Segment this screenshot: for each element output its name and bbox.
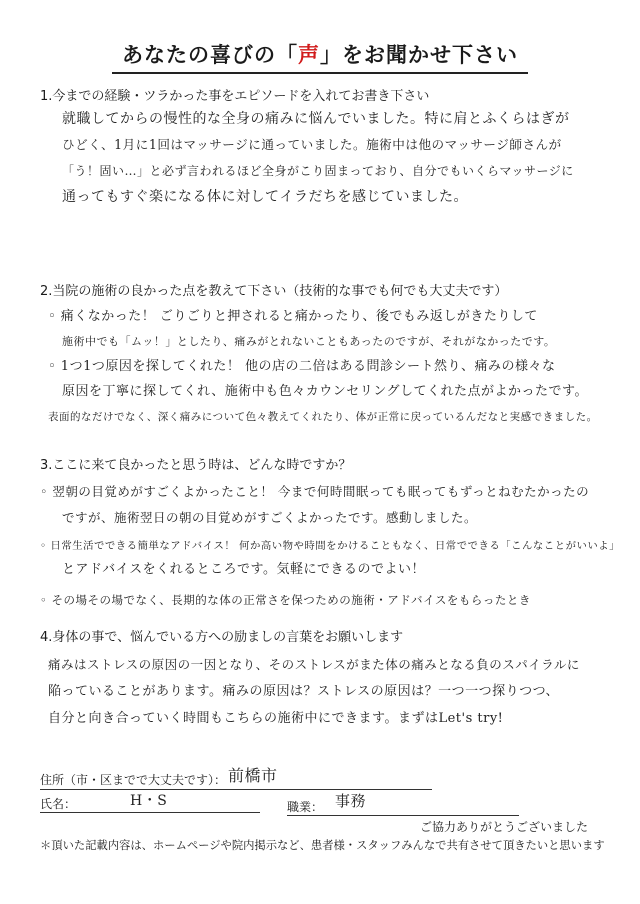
answer-3-line-5: ◦ その場その場でなく、長期的な体の正常さを保つための施術・アドバイスをもらったとき	[40, 593, 531, 607]
job-label: 職業：	[287, 800, 324, 814]
answer-2-line-5: 表面的なだけでなく、深く痛みについて色々教えてくれたり、体が正常に戻っているんだなと実感できました。	[48, 411, 598, 423]
answer-1-line-1: 就職してからの慢性的な全身の痛みに悩んでいました。特に肩とふくらはぎが	[62, 111, 570, 127]
title-underline	[112, 72, 528, 74]
answer-2-line-3: ◦ 1つ1つ原因を探してくれた！ 他の店の二倍はある問診シート然り、痛みの様々な	[48, 359, 556, 374]
question-4: 4.身体の事で、悩んでいる方への励ましの言葉をお願いします	[40, 630, 404, 645]
answer-2-line-4: 原因を丁寧に探してくれ、施術中も色々カウンセリングしてくれた点がよかったです。	[62, 384, 588, 399]
question-1: 1.今までの経験・ツラかった事をエピソードを入れてお書き下さい	[40, 89, 430, 104]
job-value: 事務	[335, 792, 367, 810]
answer-2-line-2: 施術中でも「ムッ！」としたり、痛みがとれないこともあったのですが、それがなかったです。	[62, 335, 556, 348]
question-2: 2.当院の施術の良かった点を教えて下さい（技術的な事でも何でも大丈夫です）	[40, 284, 508, 299]
answer-3-line-4: とアドバイスをくれるところです。気軽にできるのでよい！	[62, 562, 425, 577]
address-value: 前橋市	[228, 766, 278, 785]
answer-4-line-2: 陥っていることがあります。痛みの原因は？ストレスの原因は？一つ一つ探りつつ、	[48, 684, 560, 699]
form-title-post: 」をお聞かせ下さい	[320, 43, 518, 67]
address-label: 住所（市・区までで大丈夫です）：	[40, 773, 227, 787]
form-title-pre: あなたの喜びの「	[122, 43, 298, 67]
answer-3-line-2: ですが、施術翌日の朝の目覚めがすごくよかったです。感動しました。	[62, 510, 478, 525]
question-3: 3.ここに来て良かったと思う時は、どんな時ですか？	[40, 458, 352, 473]
form-title-accent: 声	[298, 43, 320, 67]
form-title	[0, 42, 640, 68]
answer-4-line-3: 自分と向き合っていく時間もこちらの施術中にできます。まずはLet's try!	[48, 711, 504, 726]
address-underline	[40, 789, 432, 790]
answer-4-line-1: 痛みはストレスの原因の一因となり、そのストレスがまた体の痛みとなる負のスパイラルに	[48, 657, 580, 672]
job-underline	[287, 815, 519, 816]
answer-3-line-3: ◦ 日常生活でできる簡単なアドバイス！ 何か高い物や時間をかけることもなく、日常でできる「こんなことがいいよ」	[40, 540, 621, 552]
answer-3-line-1: ◦ 翌朝の目覚めがすごくよかったこと！ 今まで何時間眠っても眠ってもずっとねむたかったの	[40, 484, 590, 499]
answer-1-line-4: 通ってもすぐ楽になる体に対してイラだちを感じていました。	[62, 189, 468, 205]
name-value: H・S	[130, 793, 168, 809]
name-underline	[40, 812, 260, 813]
name-label: 氏名：	[40, 797, 77, 811]
thanks-note: ご協力ありがとうございました	[420, 820, 589, 834]
answer-2-line-1: ◦ 痛くなかった！ ごりごりと押されると痛かったり、後でもみ返しがきたりして	[48, 309, 538, 324]
answer-1-line-2: ひどく、1月に1回はマッサージに通っていました。施術中は他のマッサージ師さんが	[62, 137, 562, 152]
disclaimer-note: ＊頂いた記載内容は、ホームページや院内掲示など、患者様・スタッフみんなで共有させて頂きたいと思います	[40, 839, 605, 852]
answer-1-line-3: 「う！固い…」と必ず言われるほど全身がこり固まっており、自分でもいくらマッサージに	[62, 164, 574, 178]
